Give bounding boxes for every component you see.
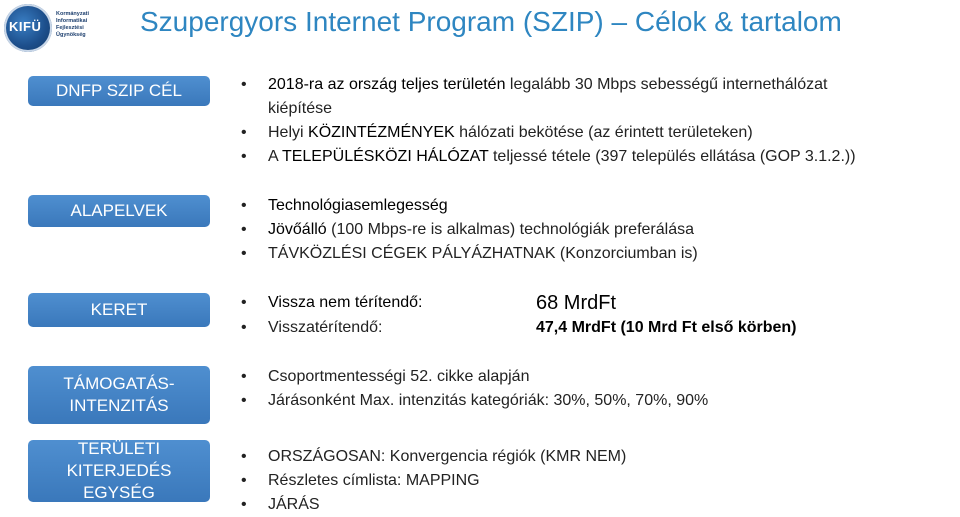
- list-item: [236, 145, 956, 169]
- label-text: DNFP SZIP CÉL: [56, 81, 182, 100]
- item-text: Járásonként Max. intenzitás kategóriák: 30%, 50%, 70%, 90%: [268, 392, 709, 409]
- logo-text: Kormányzati Informatikai Fejlesztési Ügynökség: [56, 11, 90, 38]
- list-item: [236, 73, 956, 97]
- item-text: ORSZÁGOSAN: Konvergencia régiók (KMR NEM): [268, 448, 627, 465]
- list-item: [236, 121, 956, 145]
- item-text: JÁRÁS: [268, 496, 320, 513]
- item-text: Részletes címlista: MAPPING: [268, 472, 480, 489]
- item-text: Csoportmentességi 52. cikke alapján: [268, 368, 530, 385]
- list-item: [236, 389, 956, 413]
- label-text: KERET: [90, 300, 148, 319]
- list-item: [236, 194, 956, 218]
- item-pre: A: [268, 148, 282, 165]
- list-item: [236, 242, 956, 266]
- label-alapelvek: [28, 195, 210, 227]
- section-dnfp-szip-cel: [236, 73, 956, 169]
- label-tamogatas-intenzitas: [28, 366, 210, 424]
- item-label: Vissza nem térítendő:: [268, 294, 423, 311]
- item-text: kiépítése: [268, 100, 333, 117]
- logo-mark: KIFÜ: [9, 19, 42, 34]
- item-strong: Jövőálló: [268, 221, 327, 238]
- label-keret: [28, 293, 210, 327]
- section-keret: [236, 291, 956, 340]
- item-pre: Helyi: [268, 124, 309, 141]
- list-item: [236, 316, 956, 340]
- page-title: Szupergyors Internet Program (SZIP) – Célok & tartalom: [140, 6, 842, 37]
- item-strong: Technológiasemlegesség: [268, 197, 448, 214]
- kifu-logo: [2, 2, 102, 52]
- item-label: Visszatérítendő:: [268, 319, 383, 336]
- list-item: [236, 493, 956, 517]
- label-text: TERÜLETI KITERJEDÉS EGYSÉG: [66, 439, 172, 502]
- item-text: hálózati bekötése (az érintett területeken): [454, 124, 753, 141]
- item-text: legalább 30 Mbps sebességű internethálózat: [505, 76, 828, 93]
- item-text: TÁVKÖZLÉSI CÉGEK PÁLYÁZHATNAK (Konzorciumban is): [268, 245, 698, 262]
- item-strong: KÖZINTÉZMÉNYEK: [308, 124, 455, 141]
- list-item-continuation: [236, 97, 956, 121]
- section-teruleti-kiterjedes: [236, 445, 956, 517]
- item-text: teljessé tétele (397 település ellátása (GOP 3.1.2.)): [488, 148, 856, 165]
- item-strong: 2018-ra az ország teljes területén: [268, 76, 506, 93]
- section-tamogatas-intenzitas: [236, 365, 956, 413]
- label-teruleti-kiterjedes: [28, 440, 210, 502]
- item-value: 68 MrdFt: [536, 292, 617, 314]
- label-dnfp-szip-cel: [28, 76, 210, 106]
- item-text: (100 Mbps-re is alkalmas) technológiák preferálása: [326, 221, 694, 238]
- item-value: 47,4 MrdFt (10 Mrd Ft első körben): [536, 319, 797, 336]
- list-item: [236, 469, 956, 493]
- list-item: [236, 445, 956, 469]
- list-item: [236, 218, 956, 242]
- item-strong: TELEPÜLÉSKÖZI HÁLÓZAT: [281, 148, 489, 165]
- section-alapelvek: [236, 194, 956, 266]
- label-text: TÁMOGATÁS- INTENZITÁS: [63, 374, 175, 415]
- label-text: ALAPELVEK: [70, 201, 168, 220]
- list-item: [236, 365, 956, 389]
- list-item: [236, 291, 956, 316]
